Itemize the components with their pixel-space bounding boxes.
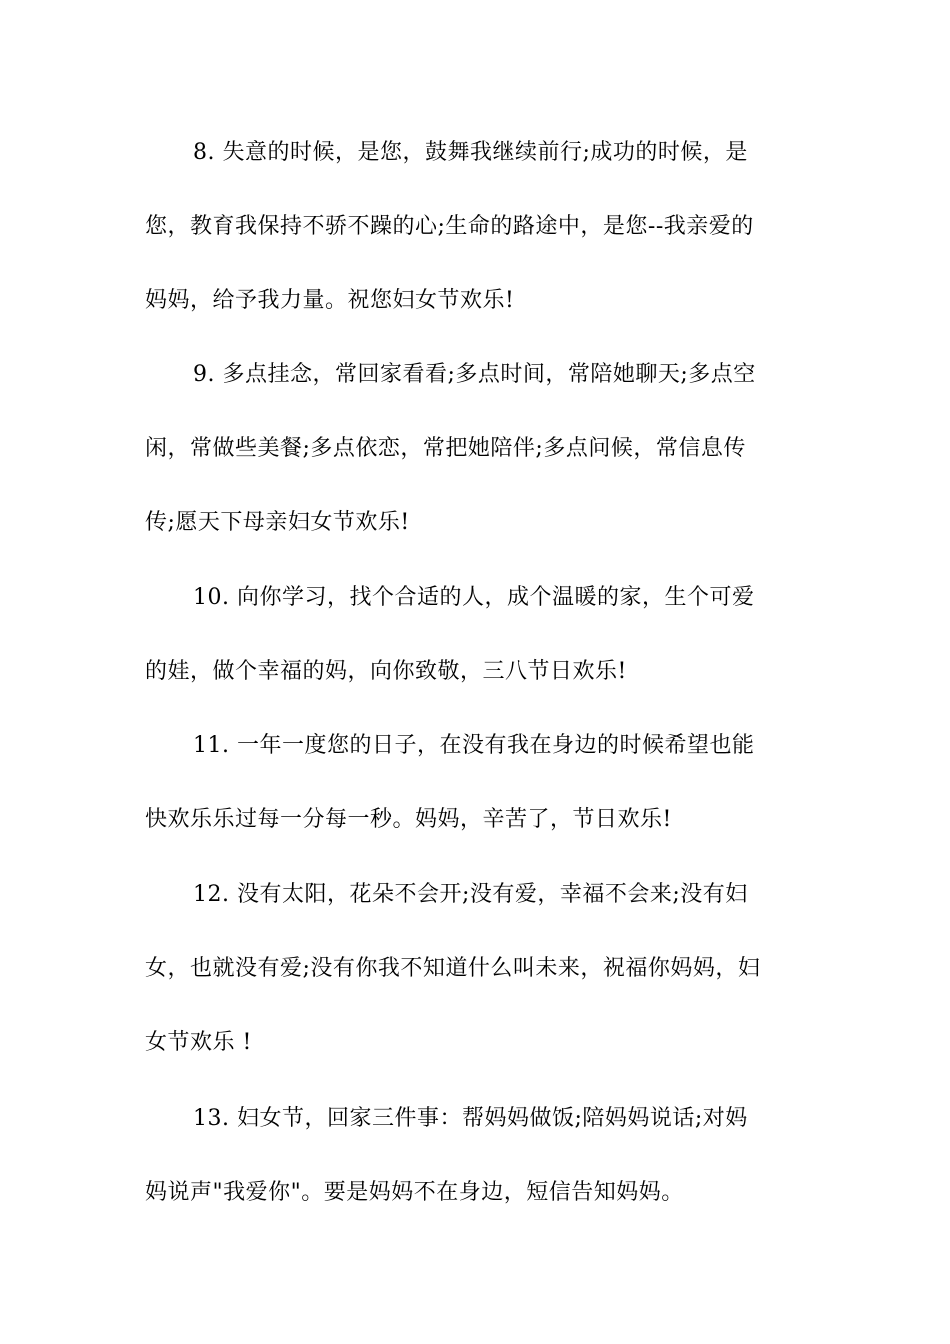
text-line: 10. 向你学习，找个合适的人，成个温暖的家，生个可爱 xyxy=(193,585,755,610)
paragraph-8 xyxy=(145,140,810,362)
text-line: 女，也就没有爱;没有你我不知道什么叫未来，祝福你妈妈，妇 xyxy=(145,956,761,981)
text-line: 传;愿天下母亲妇女节欢乐! xyxy=(145,510,410,535)
text-line: 女节欢乐 ! xyxy=(145,1030,252,1055)
paragraph-11 xyxy=(145,733,810,881)
text-line: 11. 一年一度您的日子，在没有我在身边的时候希望也能 xyxy=(193,733,755,758)
text-line: 12. 没有太阳，花朵不会开;没有爱，幸福不会来;没有妇 xyxy=(193,882,748,907)
text-line: 闲，常做些美餐;多点依恋，常把她陪伴;多点问候，常信息传 xyxy=(145,436,746,461)
paragraph-9 xyxy=(145,362,810,584)
text-line: 快欢乐乐过每一分每一秒。妈妈，辛苦了，节日欢乐! xyxy=(145,807,672,832)
paragraph-10 xyxy=(145,585,810,733)
text-line: 妈说声"我爱你"。要是妈妈不在身边，短信告知妈妈。 xyxy=(145,1180,684,1205)
text-line: 的娃，做个幸福的妈，向你致敬，三八节日欢乐! xyxy=(145,659,627,684)
text-line: 9. 多点挂念，常回家看看;多点时间，常陪她聊天;多点空 xyxy=(193,362,756,387)
text-line: 8. 失意的时候，是您，鼓舞我继续前行;成功的时候，是 xyxy=(193,140,748,165)
text-line: 13. 妇女节，回家三件事：帮妈妈做饭;陪妈妈说话;对妈 xyxy=(193,1106,748,1131)
paragraph-13 xyxy=(145,1106,810,1254)
text-line: 妈妈，给予我力量。祝您妇女节欢乐! xyxy=(145,288,515,313)
paragraph-12 xyxy=(145,882,810,1104)
text-line: 您，教育我保持不骄不躁的心;生命的路途中，是您--我亲爱的 xyxy=(145,214,754,239)
